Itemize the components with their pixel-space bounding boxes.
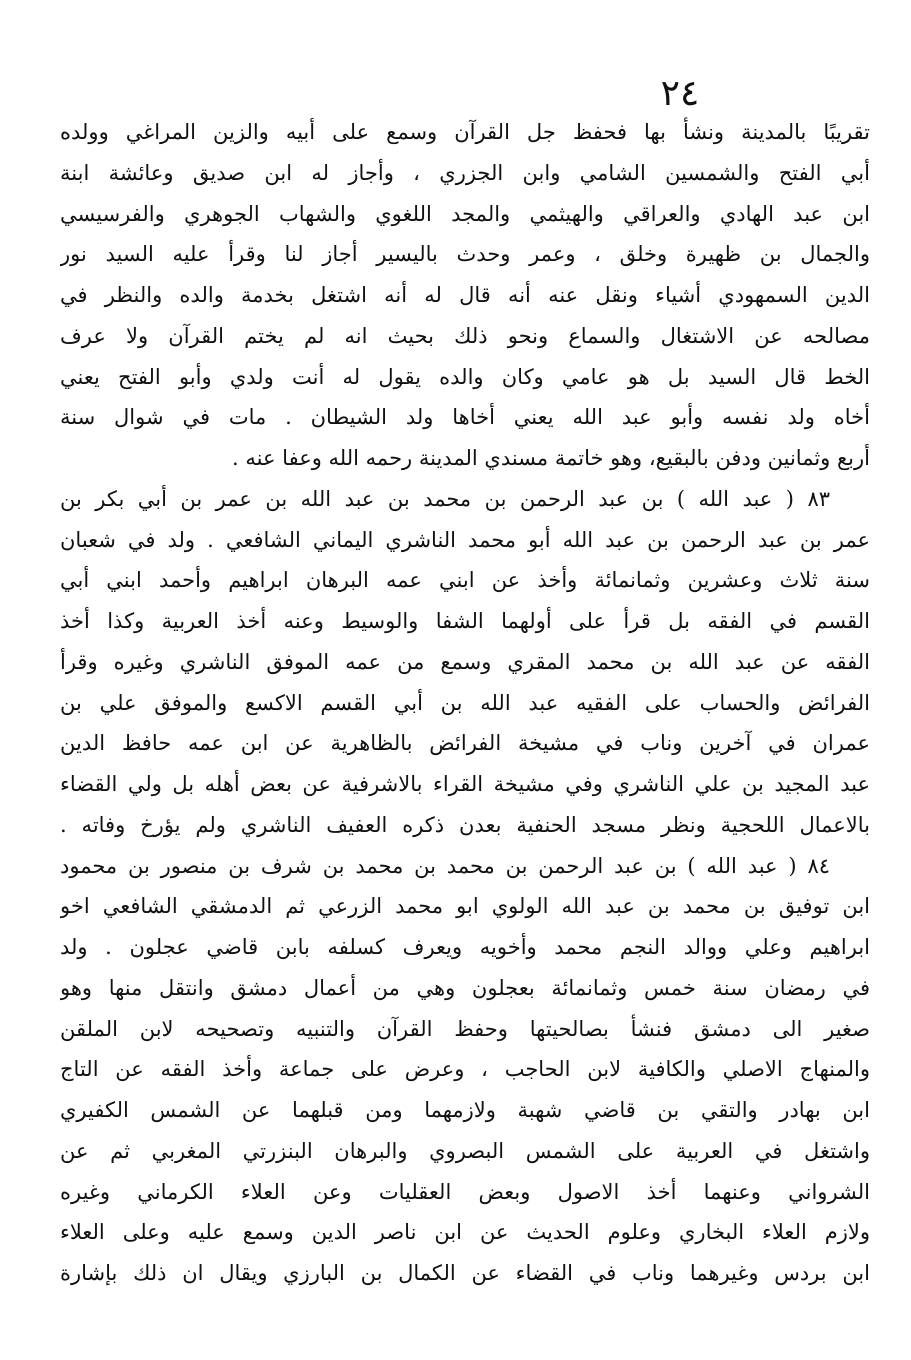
entry-heading-83: ٨٣ ( عبد الله ) بن عبد الرحمن بن محمد بن عبد الله بن عمر بن أبي بكر بن [60, 486, 830, 511]
text-line: مصالحه عن الاشتغال والسماع ونحو ذلك بحيث انه لم يختم القرآن ولا عرف [60, 323, 870, 348]
text-line: الدين السمهودي أشياء ونقل عنه أنه قال له أنه اشتغل بخدمة والده والنظر في [60, 283, 870, 307]
text-line: عمر بن عبد الرحمن بن عبد الله أبو محمد الناشري اليماني الشافعي . ولد في شعبان [60, 527, 870, 552]
text-line: أخاه ولد نفسه وأبو عبد الله يعني أخاها ولد الشيطان . مات في شوال سنة [60, 405, 870, 430]
text-line: في رمضان سنة خمس وثمانمائة بعجلون وهي من أعمال دمشق وانتقل منها وهو [60, 975, 870, 1000]
text-line: سنة ثلاث وعشرين وثمانمائة وأخذ عن ابني عمه البرهان ابراهيم وأحمد ابني أبي [60, 568, 870, 593]
page-number: ٢٤ [660, 73, 700, 114]
text-line: والمنهاج الاصلي والكافية لابن الحاجب ، وعرض على جماعة وأخذ الفقه عن التاج [60, 1057, 870, 1082]
text-line: الفقه عن عبد الله بن محمد المقري وسمع من عمه الموفق الناشري وغيره وقرأ [60, 649, 870, 674]
text-line: بالاعمال اللحجية ونظر مسجد الحنفية بعدن ذكره العفيف الناشري ولم يؤرخ وفاته . [60, 812, 870, 837]
text-line: عبد المجيد بن علي الناشري وفي مشيخة القراء بالاشرفية عن بعض أهله بل ولي القضاء [60, 772, 870, 796]
text-line: والجمال بن ظهيرة وخلق ، وعمر وحدث باليسير أجاز لنا وقرأ عليه السيد نور [60, 242, 870, 267]
text-line: ولازم العلاء البخاري وعلوم الحديث عن ابن ناصر الدين وسمع عليه وعلى العلاء [60, 1220, 870, 1245]
text-line: أربع وثمانين ودفن بالبقيع، وهو خاتمة مسندي المدينة رحمه الله وعفا عنه . [232, 446, 870, 470]
text-line: ابن بردس وغيرهما وناب في القضاء عن الكمال بن البارزي ويقال ان ذلك بإشارة [60, 1261, 870, 1285]
text-line: ابن توفيق بن محمد بن عبد الله الولوي ابو محمد الزرعي ثم الدمشقي الشافعي اخو [60, 894, 870, 919]
text-line: أبي الفتح والشمسين الشامي وابن الجزري ، وأجاز له ابن صديق وعائشة ابنة [60, 160, 870, 185]
text-line: الخط قال السيد بل هو عامي وكان والده يقول له أنت ولدي وأبو الفتح يعني [60, 364, 870, 389]
text-line: ابن عبد الهادي والعراقي والهيثمي والمجد اللغوي والشهاب الجوهري والفرسيسي [60, 201, 870, 226]
text-line: القسم في الفقه بل قرأ على أولهما الشفا والوسيط وعنه أخذ العربية وكذا أخذ [60, 609, 870, 633]
text-line: الشرواني وعنهما أخذ الاصول وبعض العقليات وعن العلاء الكرماني وغيره [60, 1179, 870, 1204]
text-line: الفرائض والحساب على الفقيه عبد الله بن أبي القسم الاكسع والموفق علي بن [60, 690, 870, 715]
text-line: عمران في آخرين وناب في مشيخة الفرائض بالظاهرية عن ابن عمه حافظ الدين [60, 731, 870, 756]
body-text [60, 112, 870, 1294]
text-line: واشتغل في العربية على الشمس البصروي والبرهان البنزرتي المغربي ثم عن [60, 1138, 870, 1163]
text-line: ابراهيم وعلي ووالد النجم محمد وأخويه ويعرف كسلفه بابن قاضي عجلون . ولد [60, 935, 870, 959]
text-line: صغير الى دمشق فنشأ بصالحيتها وحفظ القرآن والتنبيه وتصحيحه لابن الملقن [60, 1016, 870, 1041]
entry-heading-84: ٨٤ ( عبد الله ) بن عبد الرحمن بن محمد بن محمد بن شرف بن منصور بن محمود [60, 853, 830, 878]
text-line: ابن بهادر والتقي بن قاضي شهبة ولازمهما ومن قبلهما عن الشمس الكفيري [60, 1098, 870, 1122]
text-line: تقريبًا بالمدينة ونشأ بها فحفظ جل القرآن وسمع على أبيه والزين المراغي وولده [60, 120, 870, 144]
